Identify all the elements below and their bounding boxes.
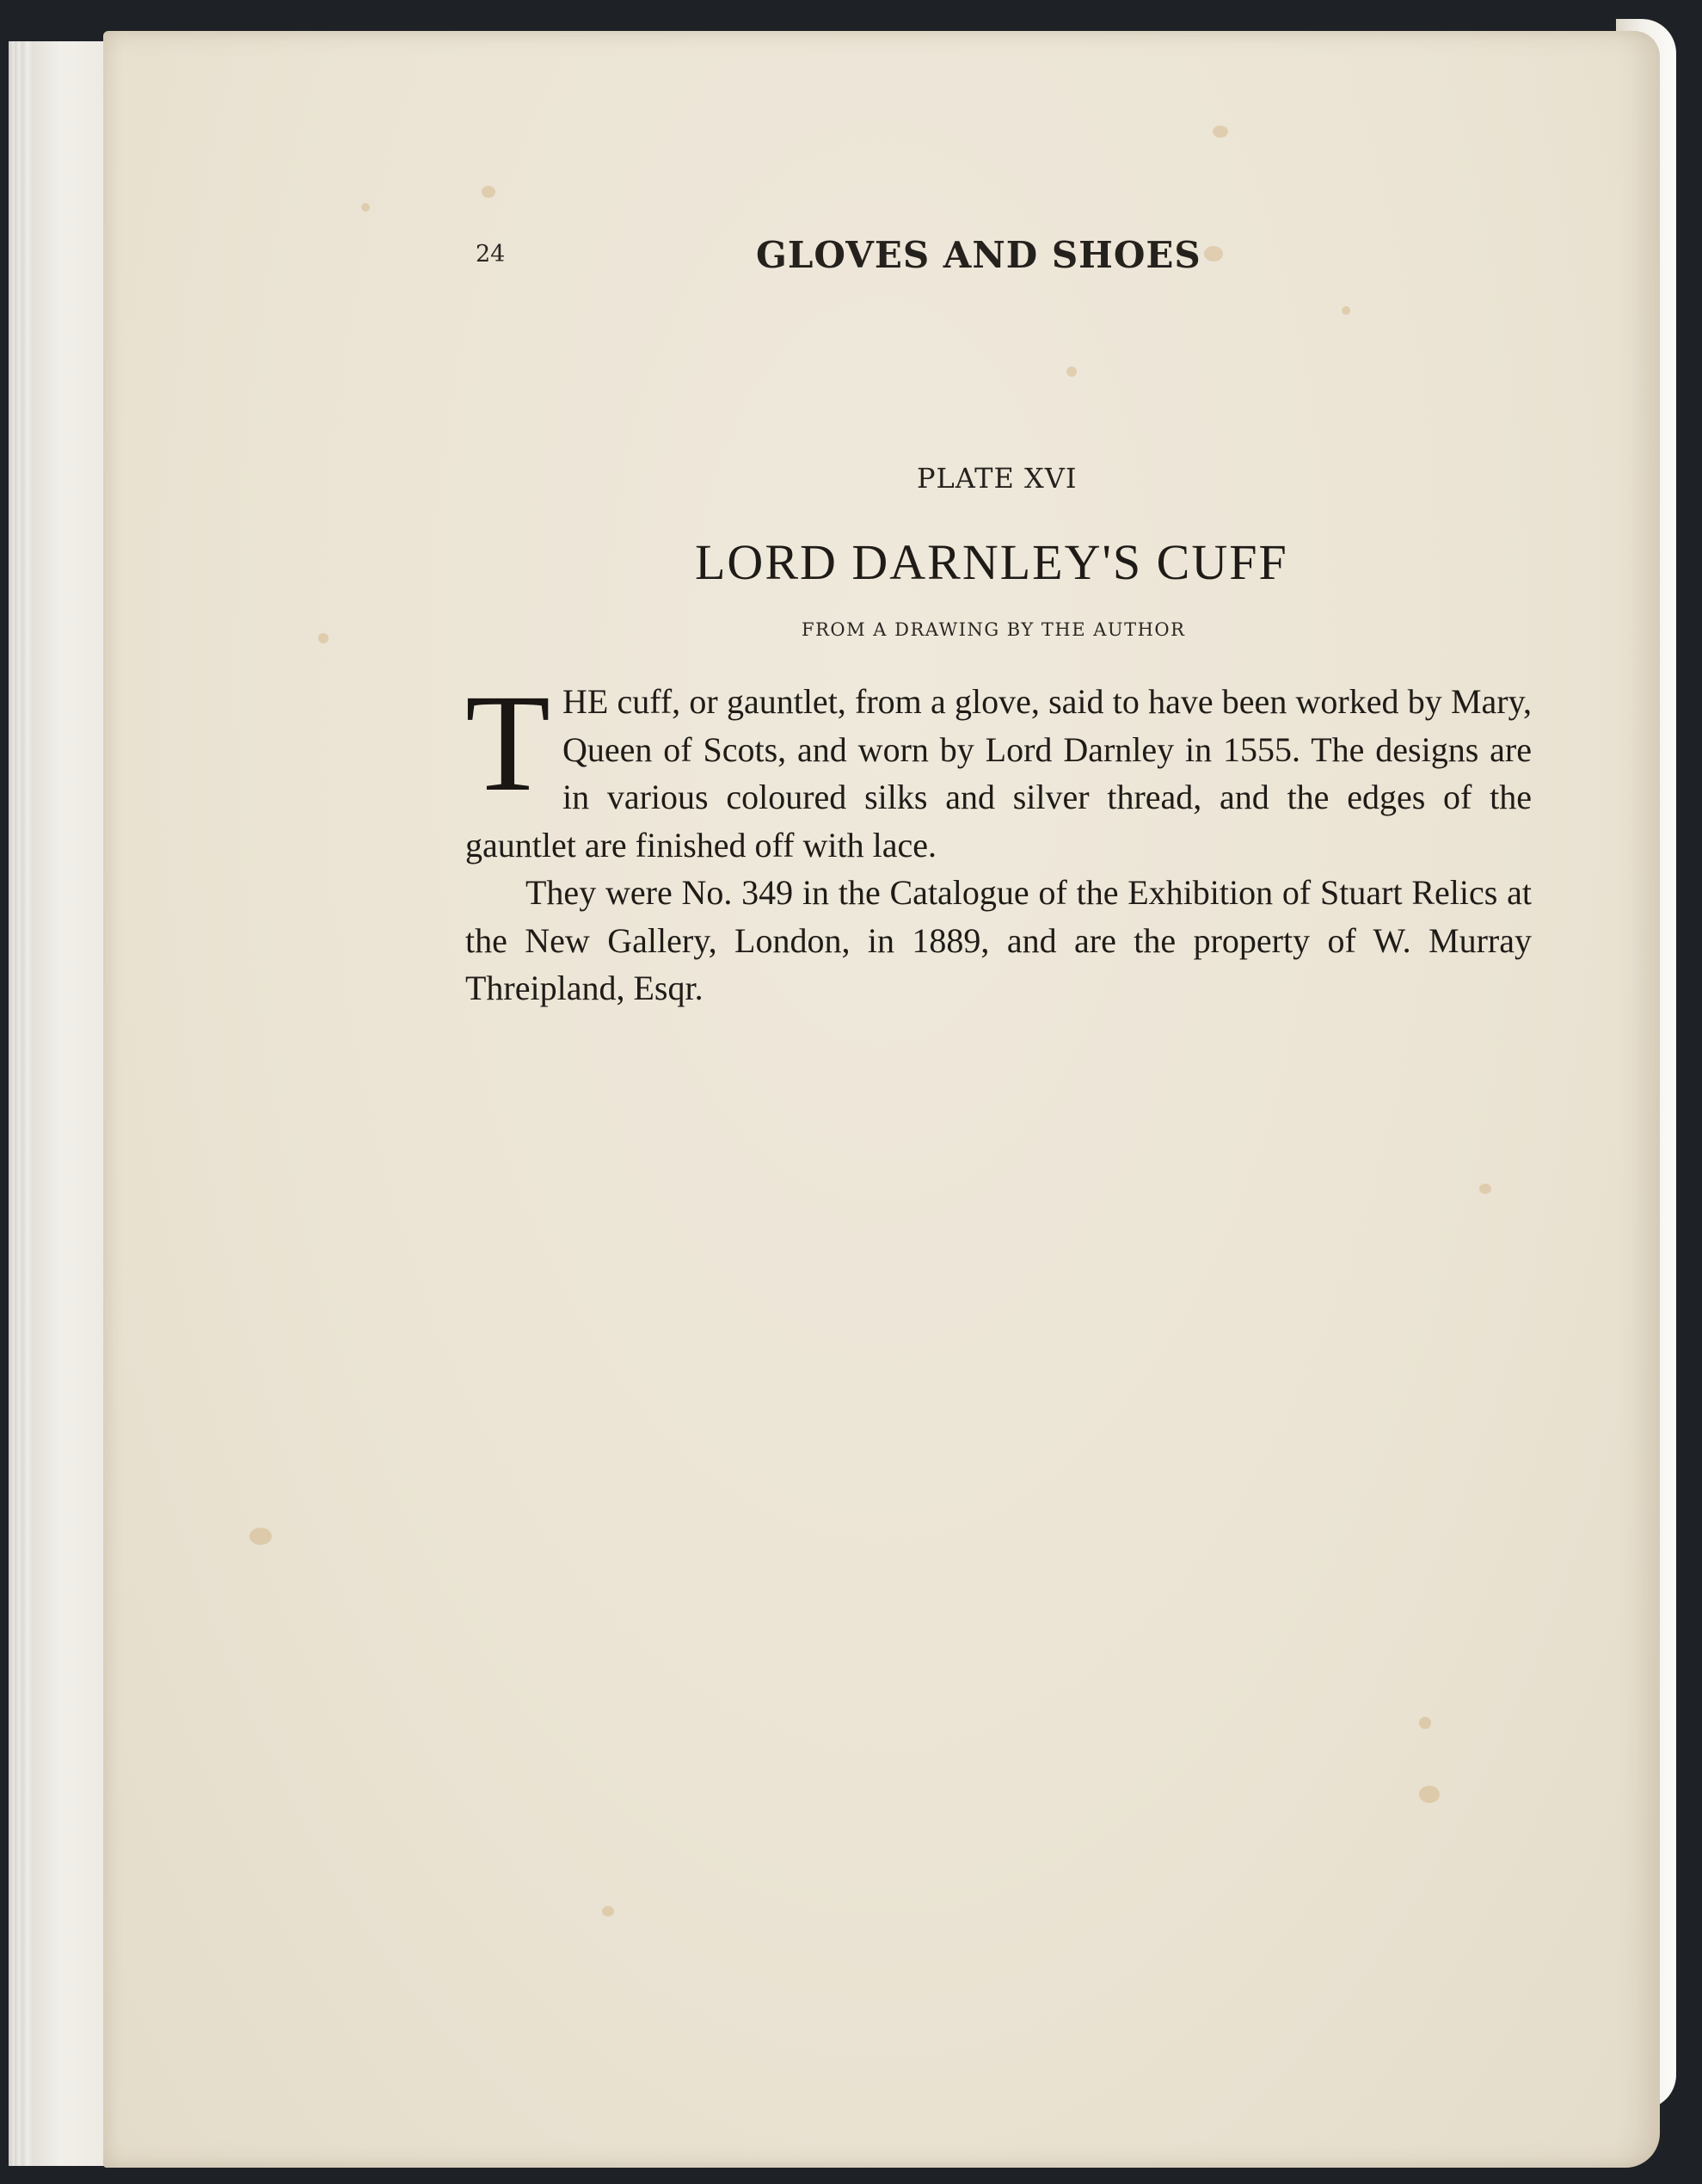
running-head: GLOVES AND SHOES [756, 234, 1201, 276]
paragraph-two: They were No. 349 in the Catalogue of the Exhibition of Stuart Relics at the New Gallery, London, in 1889, and are the property of W. Murray Threipland, Esqr. [465, 873, 1532, 1007]
plate-credit: FROM A DRAWING BY THE AUTHOR [802, 619, 1186, 640]
plate-title: LORD DARNLEY'S CUFF [695, 534, 1288, 590]
paragraph-one-text: HE cuff, or gauntlet, from a glove, said to have been worked by Mary, Queen of Scots, and worn by Lord Darnley in 1555. The designs are in various coloured silks and silver thread, and the edges of the gauntlet are finished off with lace. [465, 682, 1532, 864]
paragraph-one [465, 667, 1532, 869]
plate-label: PLATE XVI [917, 462, 1078, 495]
drop-cap: T [465, 667, 550, 821]
book-page [103, 31, 1660, 2168]
body-text [465, 667, 1532, 1012]
page-number: 24 [476, 241, 506, 268]
